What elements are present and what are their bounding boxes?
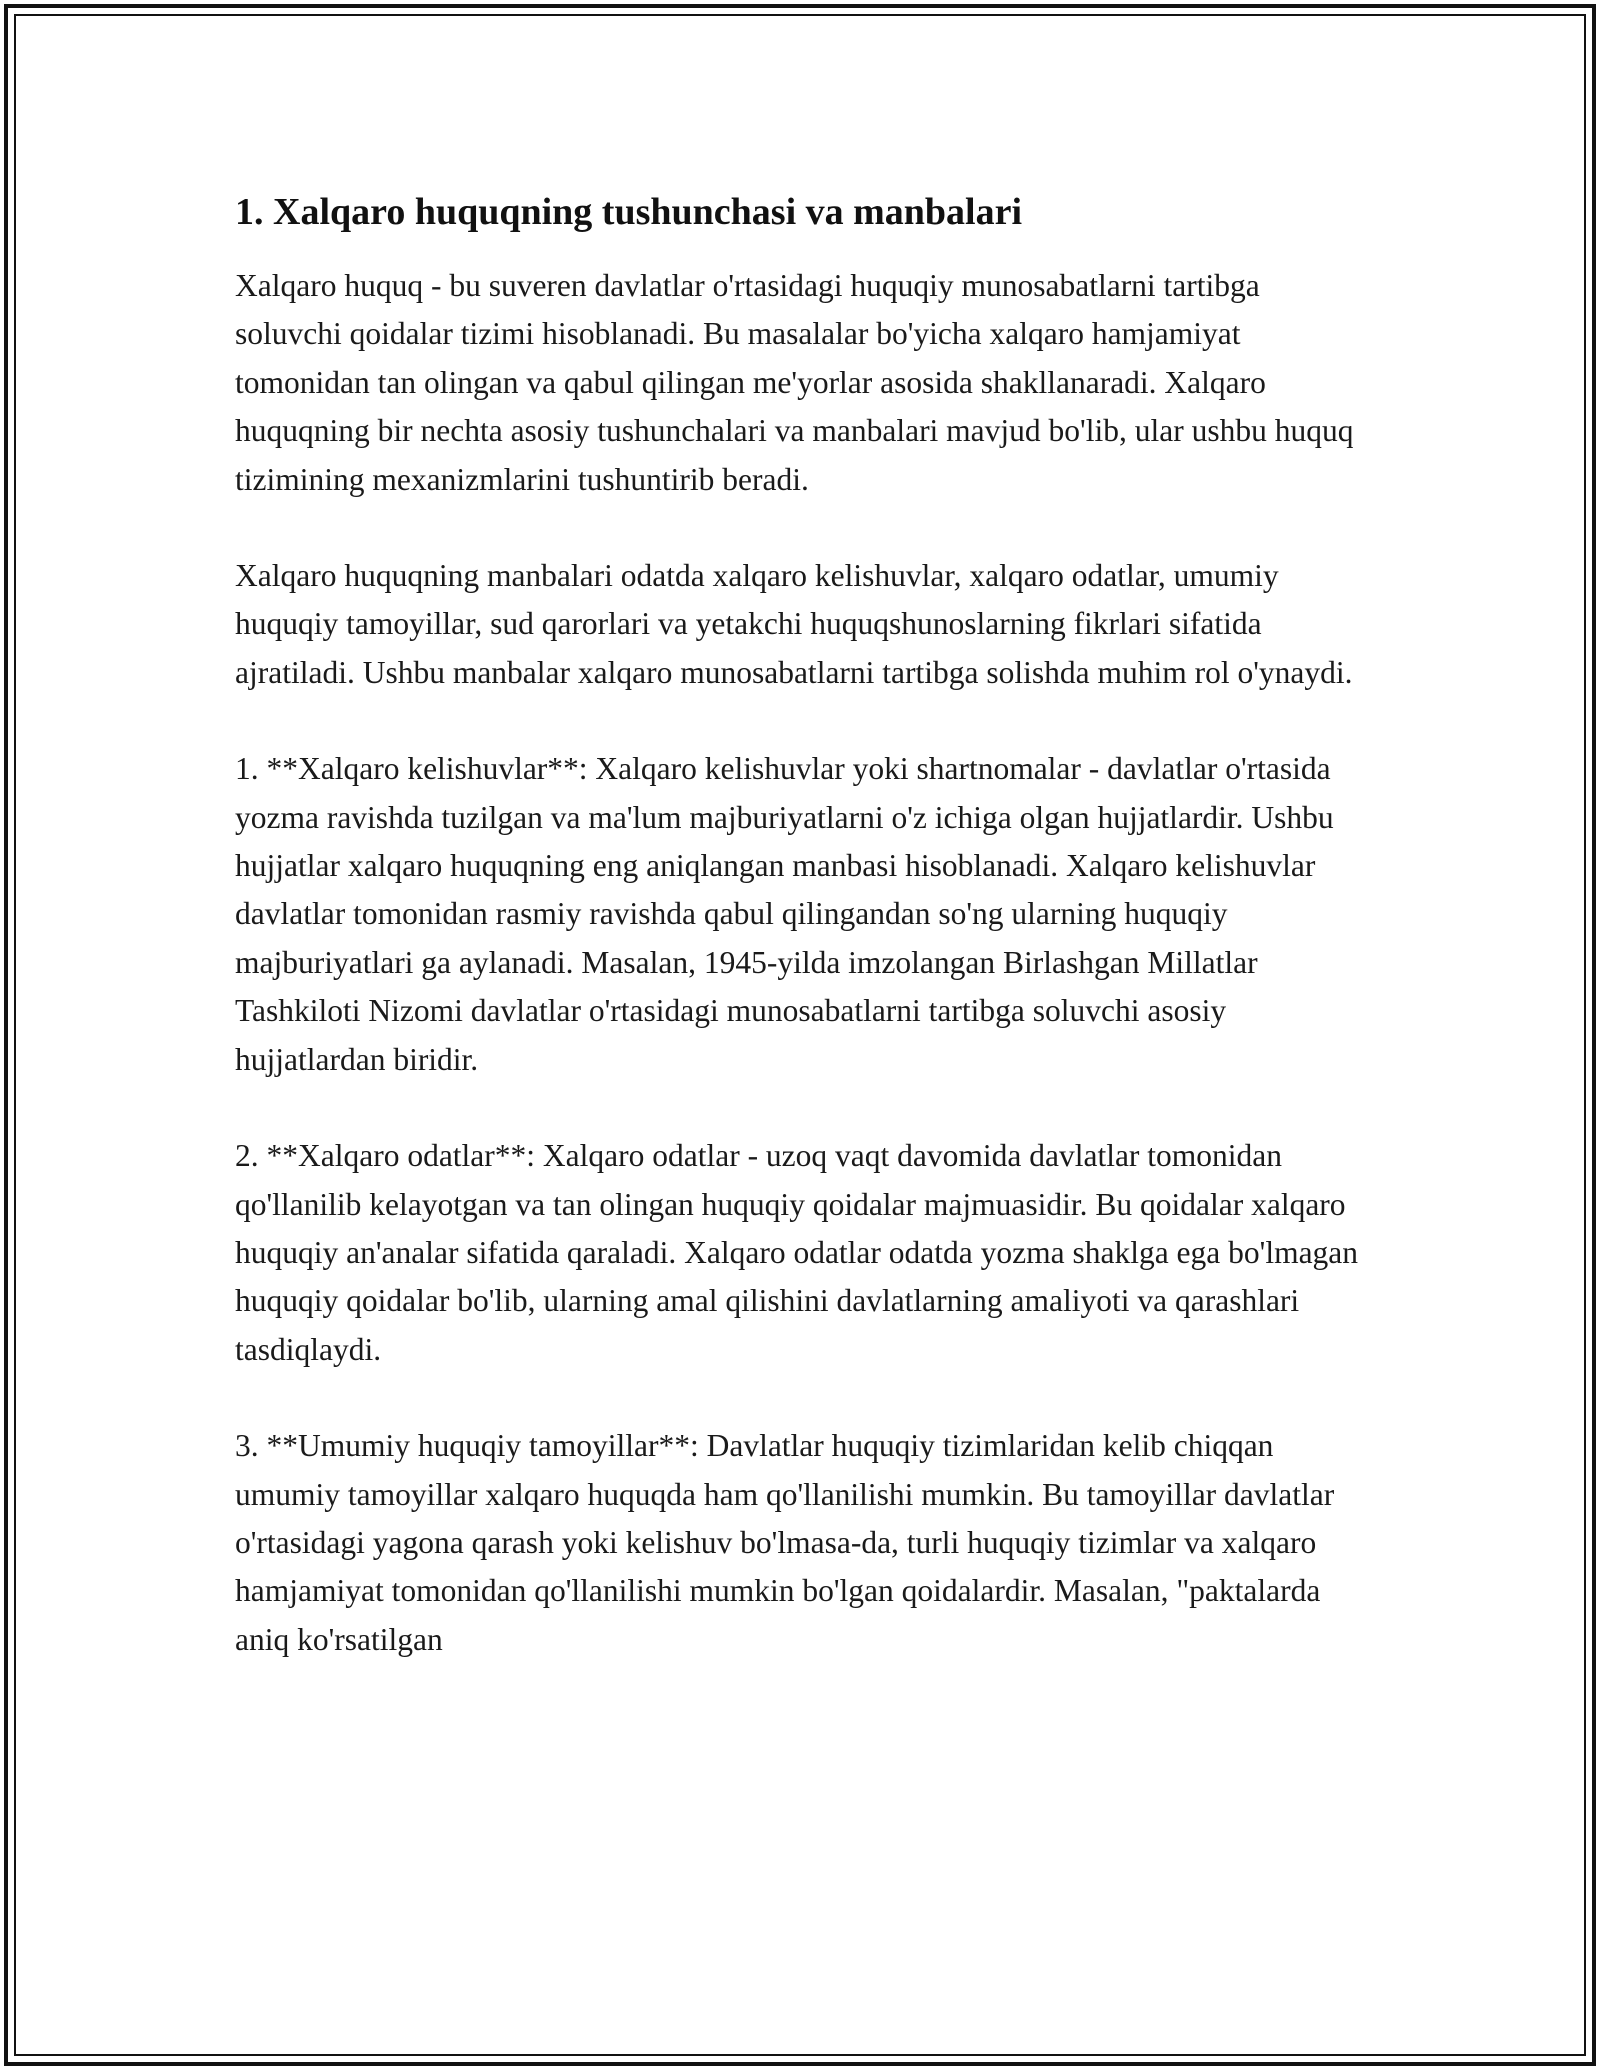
paragraph-customs: 2. **Xalqaro odatlar**: Xalqaro odatlar - uzoq vaqt davomida davlatlar tomonidan qo'llanilib kelayotgan va tan olingan huquqiy qoidalar majmuasidir. Bu qoidalar xalqaro huquqiy an'analar sifatida qaraladi. Xalqaro odatlar odatda yozma shaklga ega bo'lmagan huquqiy qoidalar bo'lib, ularning amal qilishini davlatlarning amaliyoti va qarashlari tasdiqlaydi. <box>235 1138 1359 1367</box>
paragraph-principles: 3. **Umumiy huquqiy tamoyillar**: Davlatlar huquqiy tizimlaridan kelib chiqqan umumiy tamoyillar xalqaro huquqda ham qo'llanilishi mumkin. Bu tamoyillar davlatlar o'rtasidagi yagona qarash yoki kelishuv bo'lmasa-da, turli huquqiy tizimlar va xalqaro hamjamiyat tomonidan qo'llanilishi mumkin bo'lgan qoidalardir. Masalan, "paktalarda aniq ko'rsatilgan <box>235 1428 1335 1657</box>
paragraph-intro: Xalqaro huquq - bu suveren davlatlar o'rtasidagi huquqiy munosabatlarni tartibga soluvchi qoidalar tizimi hisoblanadi. Bu masalalar bo'yicha xalqaro hamjamiyat tomonidan tan olingan va qabul qilingan me'yorlar asosida shakllanaradi. Xalqaro huquqning bir nechta asosiy tushunchalari va manbalari mavjud bo'lib, ular ushbu huquq tizimining mexanizmlarini tushuntirib beradi. <box>235 268 1354 497</box>
paragraph-sources: Xalqaro huquqning manbalari odatda xalqaro kelishuvlar, xalqaro odatlar, umumiy huquqiy tamoyillar, sud qarorlari va yetakchi huquqshunoslarning fikrlari sifatida ajratiladi. Ushbu manbalar xalqaro munosabatlarni tartibga solishda muhim rol o'ynaydi. <box>235 558 1353 690</box>
paragraph-treaties: 1. **Xalqaro kelishuvlar**: Xalqaro kelishuvlar yoki shartnomalar - davlatlar o'rtasida yozma ravishda tuzilgan va ma'lum majburiyatlarni o'z ichiga olgan hujjatlardir. Ushbu hujjatlar xalqaro huquqning eng aniqlangan manbasi hisoblanadi. Xalqaro kelishuvlar davlatlar tomonidan rasmiy ravishda qabul qilingandan so'ng ularning huquqiy majburiyatlari ga aylanadi. Masalan, 1945-yilda imzolangan Birlashgan Millatlar Tashkiloti Nizomi davlatlar o'rtasidagi munosabatlarni tartibga soluvchi asosiy hujjatlardan biridir. <box>235 751 1334 1077</box>
document-body <box>235 188 1365 1664</box>
document-title: 1. Xalqaro huquqning tushunchasi va manbalari <box>235 191 1023 233</box>
